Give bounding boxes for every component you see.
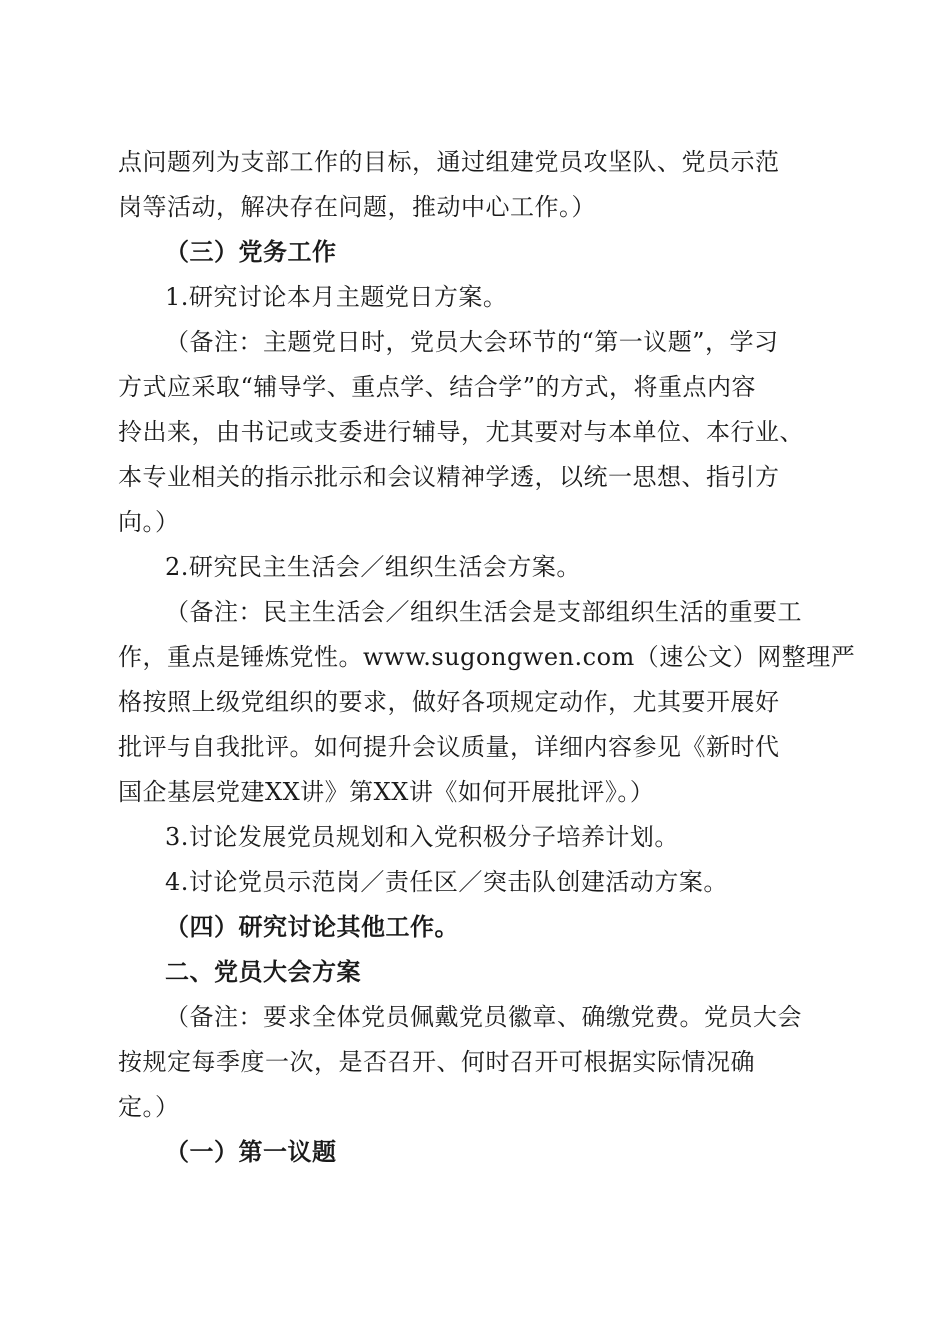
note-line: 向。） — [118, 508, 180, 536]
note-line: 批评与自我批评。如何提升会议质量，详细内容参见《新时代 — [118, 733, 780, 761]
note-line: （备注：要求全体党员佩戴党员徽章、确缴党费。党员大会 — [165, 1003, 802, 1031]
note-line: 作，重点是锤炼党性。www.sugongwen.com（速公文）网整理严 — [118, 643, 856, 671]
paragraph-line: 岗等活动，解决存在问题，推动中心工作。） — [118, 193, 596, 221]
list-item-3: 3.讨论发展党员规划和入党积极分子培养计划。 — [165, 823, 679, 851]
list-item-1: 1.研究讨论本月主题党日方案。 — [165, 283, 508, 311]
note-line: 定。） — [118, 1093, 180, 1121]
note-line: 格按照上级党组织的要求，做好各项规定动作，尤其要开展好 — [118, 688, 780, 716]
note-line: 国企基层党建XX讲》第XX讲《如何开展批评》。） — [118, 778, 655, 806]
section-heading-1: （一）第一议题 — [165, 1137, 337, 1166]
note-line: （备注：民主生活会／组织生活会是支部组织生活的重要工 — [165, 598, 802, 626]
note-line: 本专业相关的指示批示和会议精神学透，以统一思想、指引方 — [118, 463, 780, 491]
note-line: （备注：主题党日时，党员大会环节的“第一议题”，学习 — [165, 328, 779, 356]
paragraph-line: 点问题列为支部工作的目标，通过组建党员攻坚队、党员示范 — [118, 148, 780, 176]
section-heading-3: （三）党务工作 — [165, 237, 337, 266]
list-item-2: 2.研究民主生活会／组织生活会方案。 — [165, 553, 581, 581]
note-line: 按规定每季度一次，是否召开、何时召开可根据实际情况确 — [118, 1048, 755, 1076]
note-line: 方式应采取“辅导学、重点学、结合学”的方式，将重点内容 — [118, 373, 757, 401]
note-line: 拎出来，由书记或支委进行辅导，尤其要对与本单位、本行业、 — [118, 418, 804, 446]
list-item-4: 4.讨论党员示范岗／责任区／突击队创建活动方案。 — [165, 868, 728, 896]
section-heading-4: （四）研究讨论其他工作。 — [165, 912, 459, 941]
chapter-heading-2: 二、党员大会方案 — [165, 957, 361, 986]
